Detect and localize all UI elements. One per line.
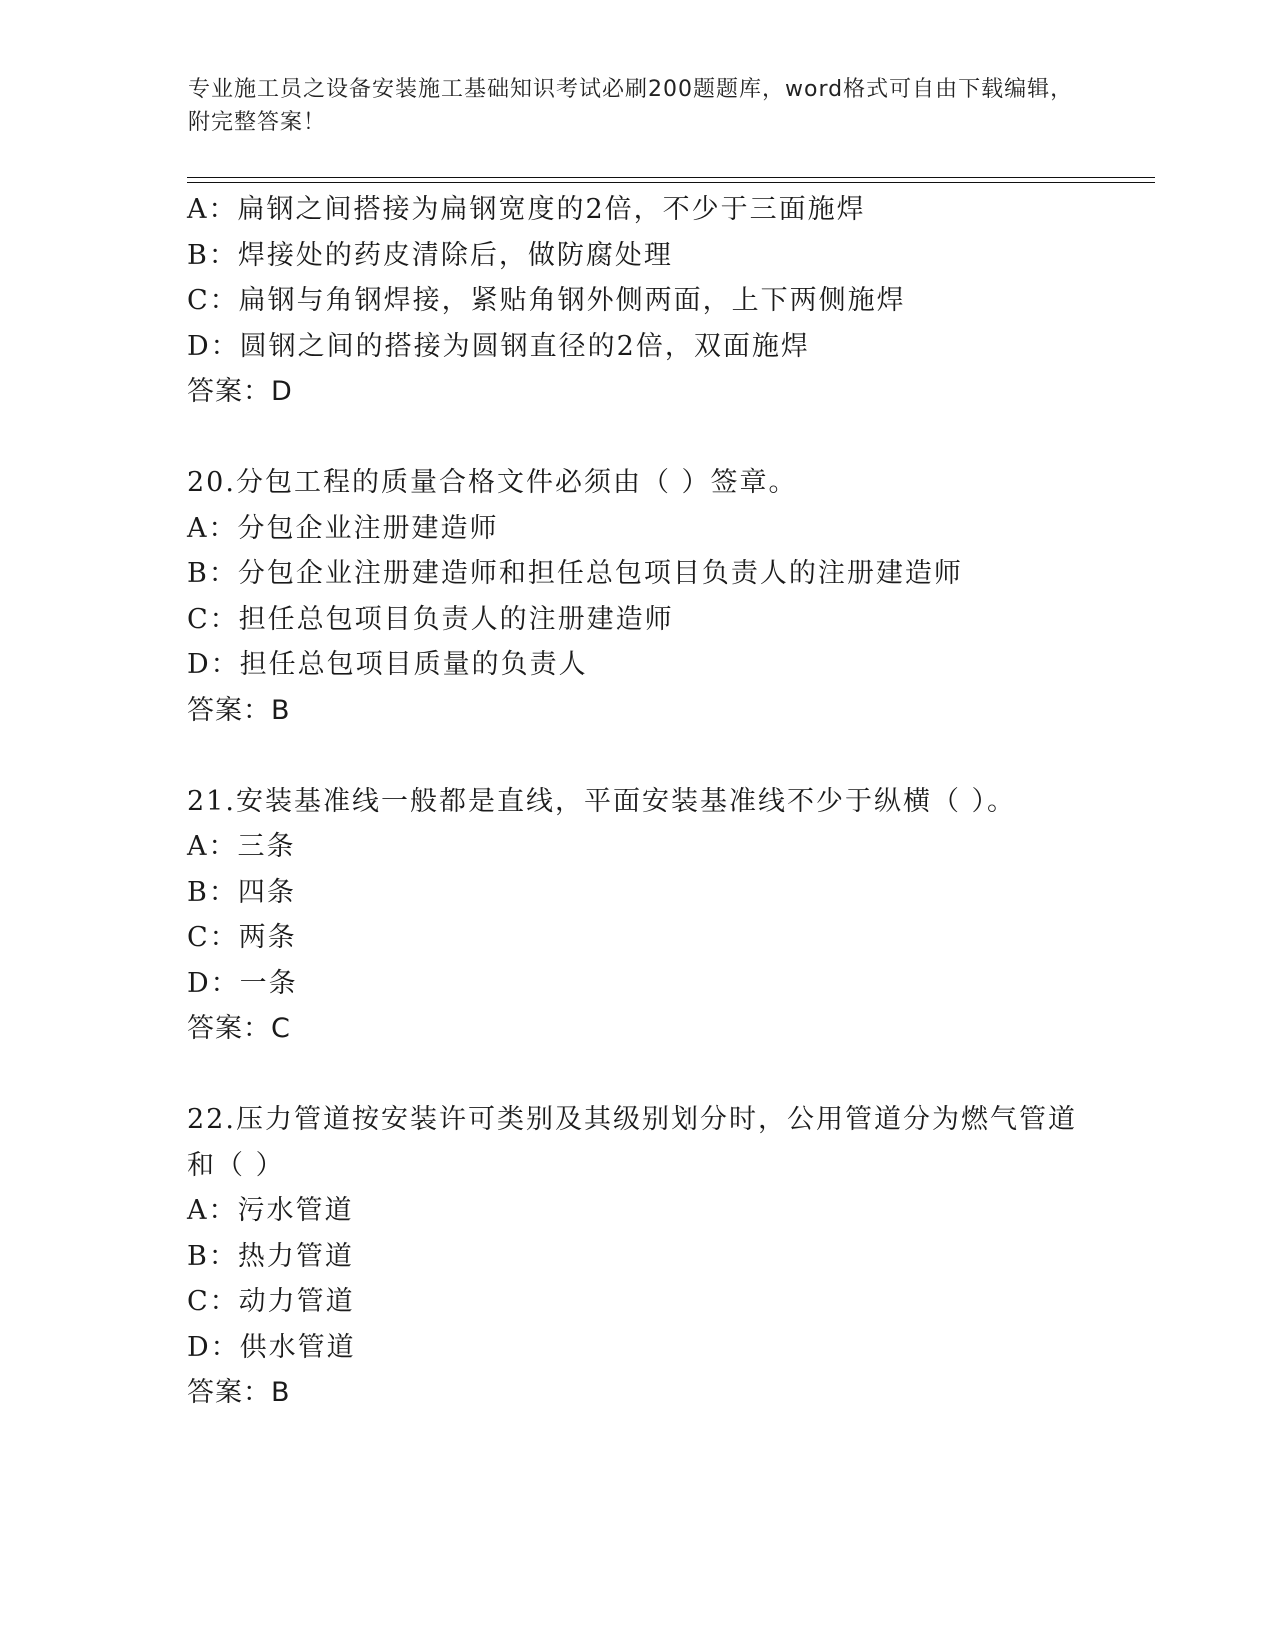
option-c: C：扁钢与角钢焊接，紧贴角钢外侧两面，上下两侧施焊: [187, 285, 906, 316]
answer: 答案：B: [187, 694, 291, 726]
question-19: [187, 187, 1107, 415]
option-a: A：三条: [187, 831, 296, 862]
option-d: D：担任总包项目质量的负责人: [187, 649, 588, 680]
answer: 答案：C: [187, 1013, 291, 1044]
option-a: A：扁钢之间搭接为扁钢宽度的2倍，不少于三面施焊: [187, 194, 866, 225]
option-b: B：四条: [187, 876, 296, 908]
question-list: [187, 187, 1107, 1416]
header-divider-bottom: [187, 182, 1155, 183]
question-text-line-1: 22.压力管道按安装许可类别及其级别划分时，公用管道分为燃气管道: [187, 1104, 1077, 1135]
question-text: 21.安装基准线一般都是直线，平面安装基准线不少于纵横（ ）。: [187, 785, 1017, 817]
option-a: A：污水管道: [187, 1195, 354, 1226]
document-header: [188, 73, 1088, 139]
answer: 答案：D: [187, 376, 293, 407]
spacer: [187, 733, 1107, 779]
document-title: 专业施工员之设备安装施工基础知识考试必刷200题题库，word格式可自由下载编辑，附完整答案！: [188, 77, 1074, 135]
question-22: [187, 1097, 1107, 1416]
header-divider-top: [187, 177, 1155, 178]
question-21: [187, 779, 1107, 1052]
option-d: D：供水管道: [187, 1331, 356, 1363]
option-d: D：一条: [187, 967, 298, 999]
question-20: [187, 460, 1107, 733]
spacer: [187, 415, 1107, 461]
option-a: A：分包企业注册建造师: [187, 512, 499, 544]
option-b: B：热力管道: [187, 1240, 354, 1272]
option-b: B：分包企业注册建造师和担任总包项目负责人的注册建造师: [187, 558, 963, 589]
option-b: B：焊接处的药皮清除后，做防腐处理: [187, 239, 673, 271]
option-c: C：两条: [187, 922, 297, 953]
question-text: 20.分包工程的质量合格文件必须由（ ）签章。: [187, 467, 798, 498]
option-c: C：动力管道: [187, 1286, 355, 1317]
question-text-line-2: 和（ ）: [187, 1149, 285, 1181]
option-c: C：担任总包项目负责人的注册建造师: [187, 603, 674, 635]
option-d: D：圆钢之间的搭接为圆钢直径的2倍，双面施焊: [187, 330, 810, 362]
spacer: [187, 1052, 1107, 1098]
answer: 答案：B: [187, 1377, 291, 1408]
